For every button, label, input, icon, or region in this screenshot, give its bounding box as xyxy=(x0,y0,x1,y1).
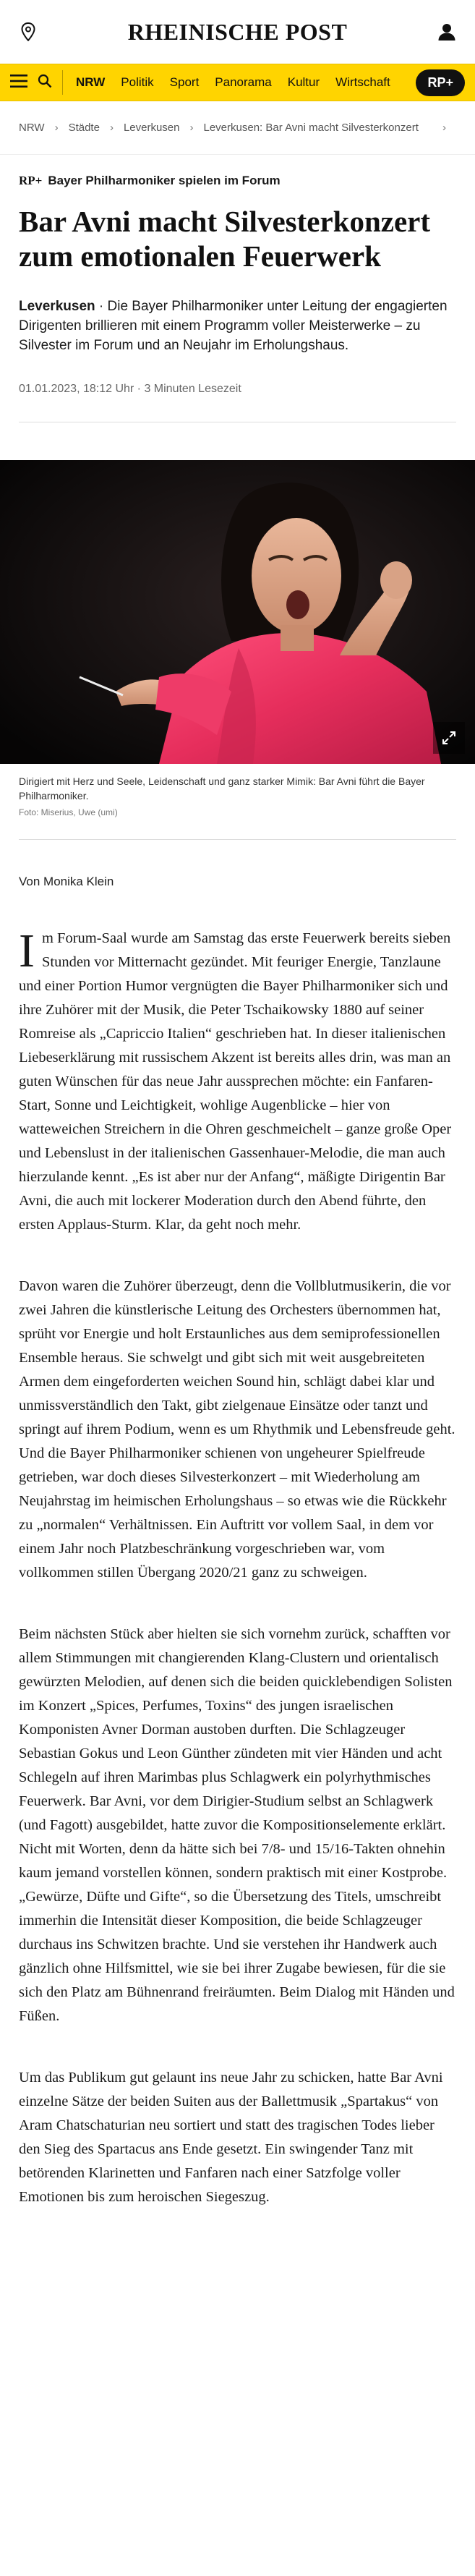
breadcrumb xyxy=(0,101,475,155)
author-byline: Von Monika Klein xyxy=(19,875,114,888)
site-logo[interactable]: RHEINISCHE POST xyxy=(127,18,348,45)
article-meta: 01.01.2023, 18:12 Uhr · 3 Minuten Lesezeit xyxy=(19,383,456,422)
nav-item-wirtschaft[interactable]: Wirtschaft xyxy=(335,75,390,89)
teaser-location: Leverkusen xyxy=(19,299,95,314)
nav-item-kultur[interactable]: Kultur xyxy=(287,75,320,89)
main-nav xyxy=(0,64,475,101)
nav-item-panorama[interactable]: Panorama xyxy=(215,75,272,89)
article-body xyxy=(0,924,475,2209)
article-header xyxy=(0,155,475,422)
nav-item-politik[interactable]: Politik xyxy=(121,75,154,89)
rp-plus-badge xyxy=(19,174,42,188)
breadcrumb-item-nrw[interactable]: NRW xyxy=(19,122,45,134)
search-icon[interactable] xyxy=(38,74,52,92)
hero-image[interactable] xyxy=(0,460,475,764)
chevron-right-icon: › xyxy=(109,122,114,134)
nav-item-nrw[interactable]: NRW xyxy=(76,75,106,89)
chevron-right-icon: › xyxy=(189,122,194,134)
nav-items xyxy=(63,75,407,90)
hamburger-menu-icon[interactable] xyxy=(10,75,27,91)
conductor-photo xyxy=(0,460,475,764)
paragraph-text: m Forum-Saal wurde am Samstag das erste Feuerwerk bereits sieben Stunden vor Mitternacht gezündet. Mit feuriger Energie, Tanzlaune und einer Portion Humor vergnügten die Bayer Philharmoniker sich und ihre Zuhörer mit der Musik, die Peter Tschaikowsky 1880 auf seiner Romreise als „Capriccio Italien“ geschrieben hat. In dieser italienischen Liebeserklärung mit russischem Akzent ist bereits alles drin, was man an guten Wünschen für das neue Jahr aussprechen möchte: ein Fanfaren-Start, Sonne und Leichtigkeit, wohlige Augenblicke – hier von watteweichen Streichern in die Ohren geschmeichelt – ganze große Oper und Lebenslust in der italienischen Gassenhauer-Melodie, die man auch hierzulande kennt. „Es ist aber nur der Anfang“, mäßigte Dirigentin Bar Avni, die auch mit lockerer Moderation durch den Abend führte, den ersten Applaus-Sturm. Klar, da geht noch mehr. xyxy=(19,930,452,1233)
site-header xyxy=(0,0,475,64)
image-caption: Dirigiert mit Herz und Seele, Leidenschaft und ganz starker Mimik: Bar Avni führt die Bayer Philharmoniker. xyxy=(19,775,425,802)
rp-plus-badge-label: RP+ xyxy=(19,174,43,187)
user-icon[interactable] xyxy=(435,20,459,44)
chevron-right-icon[interactable]: › xyxy=(442,122,446,134)
breadcrumb-item-leverkusen[interactable]: Leverkusen xyxy=(123,122,180,134)
location-pin-icon[interactable] xyxy=(16,20,40,44)
article-paragraph xyxy=(19,924,456,1237)
kicker xyxy=(19,174,456,188)
article-paragraph: Um das Publikum gut gelaunt ins neue Jahr zu schicken, hatte Bar Avni einzelne Sätze der beiden Suiten aus der Ballettmusik „Spartakus“ von Aram Chatschaturian neu sortiert und statt des tragischen Todes lieber den Sieg des Spartacus ans Ende gesetzt. Ein swingender Tanz mit betörenden Klarinetten und Fanfaren nach einer Satzfolge voller Emotionen bis zum heroischen Siegeszug. xyxy=(19,2070,443,2205)
image-credit: Foto: Miserius, Uwe (umi) xyxy=(19,807,118,817)
teaser-text: · Die Bayer Philharmoniker unter Leitung der engagierten Dirigenten brillieren mit einem Programm voller Meisterwerke – zu Silvester im Forum und an Neujahr im Erholungshaus. xyxy=(19,299,448,353)
breadcrumb-item-staedte[interactable]: Städte xyxy=(68,122,100,134)
article-paragraph: Davon waren die Zuhörer überzeugt, denn die Vollblutmusikerin, die vor zwei Jahren die künstlerische Leitung des Orchesters übernommen hat, sprüht vor Energie und holt Erstaunliches aus dem semiprofessionellen Ensemble heraus. Sie schwelgt und gibt sich mit weit ausgebreiteten Armen dem eingeforderten weichen Sound hin, schlägt dabei klar und unmissverständlich den Takt, gibt zielgenaue Einsätze oder tanzt und springt auf ihrem Podium, wenn es um Rhythmik und Lebensfreude geht. Und die Bayer Philharmoniker schienen von ungeheurer Spielfreude getrieben, war doch dieses Silvesterkonzert – mit Wiederholung am Neujahrstag im heimischen Erholungshaus – so etwas wie die Rückkehr zu „normalen“ Verhältnissen. Ein Auftritt vor vollem Saal, in dem vor einem Jahr noch Platzbeschränkung vorgeschrieben war, vom vollkommen stillen Übergang 2020/21 ganz zu schweigen. xyxy=(19,1278,455,1581)
article-headline: Bar Avni macht Silvesterkonzert zum emotionalen Feuerwerk xyxy=(19,205,430,273)
article-paragraph: Beim nächsten Stück aber hielten sie sich vornehm zurück, schafften vor allem Stimmungen mit changierenden Klang-Clustern und orientalisch gewürzten Melodien, auf denen sich die beiden quicklebendigen Solisten im Konzert „Spices, Perfumes, Toxins“ des jungen israelischen Komponisten Avner Dorman austoben durften. Die Schlagzeuger Sebastian Gokus und Leon Günther zündeten mit vier Händen und acht Schlegeln auf ihren Marimbas plus Schlagwerk ein polyrhythmisches Feuerwerk. Bar Avni, vor dem Dirigier-Studium selbst an Schlagwerk (und Fagott) ausgebildet, hatte zuvor die Kompositionselemente erklärt. Nicht mit Worten, denn da hätte sich bei 7/8- und 15/16-Takten ohnehin kaum jemand vorstellen können, sondern praktisch mit einer Kostprobe. „Gewürze, Düfte und Gifte“, so die Übersetzung des Titels, umschreibt immerhin die Intensität dieser Komposition, die beide Schlagzeuger durchaus ins Schwitzen brachte. Und sie verstehen ihr Handwerk auch gänzlich ohne Hilfsmittel, wie sie bei ihrer Zugabe bewiesen, für die sie sich den Platz am Bühnenrand freiräumten. Beim Dialog mit Händen und Füßen. xyxy=(19,1626,455,2024)
chevron-right-icon: › xyxy=(54,122,59,134)
drop-cap: I xyxy=(19,924,35,977)
breadcrumb-item-article[interactable]: Leverkusen: Bar Avni macht Silvesterkonzert xyxy=(203,122,419,134)
nav-item-sport[interactable]: Sport xyxy=(169,75,200,89)
kicker-text: Bayer Philharmoniker spielen im Forum xyxy=(48,174,281,187)
rp-plus-button[interactable]: RP+ xyxy=(416,69,465,96)
expand-icon[interactable] xyxy=(433,722,465,754)
article-teaser xyxy=(19,297,456,355)
nav-tools xyxy=(10,70,63,95)
